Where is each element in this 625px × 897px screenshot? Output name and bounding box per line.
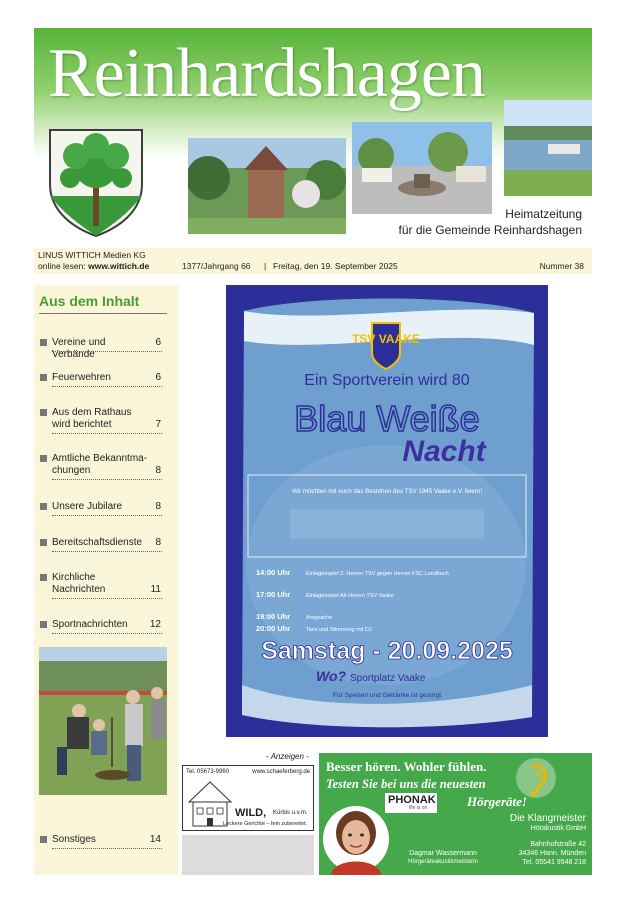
toc-item-label: Vereine und Verbände xyxy=(52,337,106,360)
schedule-text: Ansprache xyxy=(306,615,333,621)
ad-phone: Tel. 05673-9960 xyxy=(186,769,230,775)
poster-where: Sportplatz Vaake xyxy=(350,673,426,684)
toc-item-label: Feuerwehren xyxy=(52,372,111,383)
newspaper-title: Reinhardshagen xyxy=(48,35,485,112)
restaurant-ad[interactable] xyxy=(182,765,314,875)
toc-item[interactable] xyxy=(40,501,168,513)
ad-city: 34346 Hann. Münden xyxy=(518,850,586,857)
issue-info-bar xyxy=(34,248,592,274)
phonak-tagline: life is on xyxy=(409,805,428,811)
river-photo xyxy=(504,100,592,196)
toc-item-page: 6 xyxy=(155,337,161,348)
online-line xyxy=(38,261,149,272)
ad-placeholder xyxy=(182,835,314,875)
person-portrait xyxy=(323,799,389,875)
masthead-subtitle xyxy=(399,206,582,238)
ad-subline: Testen Sie bei uns die neuesten xyxy=(326,777,486,791)
toc-item-label: Sonstiges xyxy=(52,834,96,845)
online-prefix: online lesen: xyxy=(38,261,89,271)
ad-firm: Die Klangmeister xyxy=(509,813,586,824)
poster-intro: Wir möchten mit euch das Bestehen des TSV 1945 Vaake e.V. feiern! xyxy=(291,488,483,495)
toc-item-label: Unsere Jubilare xyxy=(52,501,123,512)
schedule-text: Einlagenspiel 2. Herren TSV gegen Herren FSC Landbach xyxy=(306,571,449,577)
ad-kuerbis: Kürbis u.v.m. xyxy=(273,810,308,816)
toc-item-page: 8 xyxy=(155,465,161,476)
toc-item[interactable] xyxy=(40,453,168,477)
schedule-text: Tanz und Stimmung mit DJ xyxy=(306,627,372,633)
toc-item-page: 11 xyxy=(150,584,161,595)
ad-website[interactable]: www.schaeferberg.de xyxy=(252,769,310,775)
bullet-square-icon xyxy=(40,836,47,843)
toc-item-label: Sportnachrichten xyxy=(52,619,128,630)
toc-dotted-rule xyxy=(52,433,162,434)
village-square-photo xyxy=(352,122,492,214)
ad-person-name: Dagmar Wassermann xyxy=(409,850,477,857)
toc-dotted-rule xyxy=(52,633,162,634)
toc-item-page: 14 xyxy=(149,834,161,845)
bullet-square-icon xyxy=(40,539,47,546)
toc-item[interactable] xyxy=(40,619,168,631)
bullet-square-icon xyxy=(40,574,47,581)
toc-heading: Aus dem Inhalt xyxy=(39,293,167,314)
issue-volume: 1377/Jahrgang 66 xyxy=(182,261,251,271)
toc-item[interactable] xyxy=(40,572,168,596)
toc-dotted-rule xyxy=(52,515,162,516)
schedule-time: 14:00 Uhr xyxy=(256,568,291,577)
bullet-square-icon xyxy=(40,621,47,628)
bullet-square-icon xyxy=(40,503,47,510)
toc-dotted-rule xyxy=(52,479,162,480)
toc-dotted-rule xyxy=(52,551,162,552)
publisher-block xyxy=(38,250,149,272)
schedule-time: 17:00 Uhr xyxy=(256,590,291,599)
info-separator: | xyxy=(264,261,267,271)
ad-wild: WILD, xyxy=(235,807,267,819)
poster-artwork xyxy=(226,285,548,737)
toc-item-page: 8 xyxy=(155,501,161,512)
toc-item[interactable] xyxy=(40,537,168,549)
toc-item-page: 12 xyxy=(149,619,161,630)
ad-firm-sub: Hörakustik GmbH xyxy=(530,825,586,832)
ad-tel: Tel. 05541 9548 218 xyxy=(522,859,586,866)
issue-number: Nummer 38 xyxy=(539,261,584,271)
bullet-square-icon xyxy=(40,374,47,381)
publisher-name: LINUS WITTICH Medien KG xyxy=(38,250,146,260)
ads-label: - Anzeigen - xyxy=(266,752,309,761)
poster-where-label: Wo? xyxy=(316,668,347,684)
toc-dotted-rule xyxy=(52,598,162,599)
issue-date: Freitag, den 19. September 2025 xyxy=(273,261,398,271)
ad-gerichte: Leckere Gerichte – fein zubereitet. xyxy=(223,821,308,827)
ad-person-role: Hörgeräteakustikmeisterin xyxy=(408,859,478,865)
poster-title-1: Blau Weiße xyxy=(294,398,480,439)
schedule-text: Einlagenspiel Alt-Herren TSV Vaake xyxy=(306,593,394,599)
poster-club: TSV VAAKE xyxy=(352,332,420,346)
toc-item-page: 7 xyxy=(155,419,161,430)
toc-item-page: 8 xyxy=(155,537,161,548)
toc-dotted-rule xyxy=(52,848,162,849)
table-of-contents xyxy=(34,285,178,875)
hearing-aid-ad[interactable] xyxy=(319,753,592,875)
poster-tagline: Ein Sportverein wird 80 xyxy=(304,372,470,389)
poster-date: Samstag - 20.09.2025 xyxy=(261,637,513,665)
bullet-square-icon xyxy=(40,339,47,346)
toc-item-label: Bereitschaftsdienste xyxy=(52,537,143,548)
ad-headline: Besser hören. Wohler fühlen. xyxy=(326,759,487,774)
phonak-brand: PHONAK xyxy=(388,794,436,806)
coat-of-arms-icon xyxy=(46,126,146,238)
toc-item[interactable] xyxy=(40,834,168,846)
toc-dotted-rule xyxy=(52,386,162,387)
ad-hoergeraete: Hörgeräte! xyxy=(467,794,527,809)
tree-planting-photo xyxy=(39,647,167,795)
toc-item-label: Kirchliche Nachrichten xyxy=(52,572,106,595)
online-url[interactable]: www.wittich.de xyxy=(88,261,150,271)
masthead xyxy=(34,28,592,246)
toc-item[interactable] xyxy=(40,372,168,384)
ad-street: Bahnhofstraße 42 xyxy=(530,841,586,848)
subtitle-line-1: Heimatzeitung xyxy=(505,207,582,221)
toc-item-label: Aus dem Rathaus wird berichtet xyxy=(52,407,132,430)
restaurant-ad-box xyxy=(182,765,314,831)
toc-item[interactable] xyxy=(40,407,168,431)
schedule-time: 20:00 Uhr xyxy=(256,624,291,633)
event-poster xyxy=(226,285,548,737)
phonak-logo xyxy=(385,793,437,813)
toc-item[interactable] xyxy=(40,337,168,360)
bullet-square-icon xyxy=(40,409,47,416)
schedule-time: 19:00 Uhr xyxy=(256,612,291,621)
subtitle-line-2: für die Gemeinde Reinhardshagen xyxy=(398,223,582,237)
toc-dotted-rule xyxy=(52,351,162,352)
poster-title-2: Nacht xyxy=(402,435,486,468)
ear-logo-icon xyxy=(515,757,557,799)
bullet-square-icon xyxy=(40,455,47,462)
toc-item-page: 6 xyxy=(155,372,161,383)
toc-item-label: Amtliche Bekanntma-chungen xyxy=(52,453,148,476)
poster-food: Für Speisen und Getränke ist gesorgt xyxy=(332,692,442,699)
church-photo xyxy=(188,138,346,234)
